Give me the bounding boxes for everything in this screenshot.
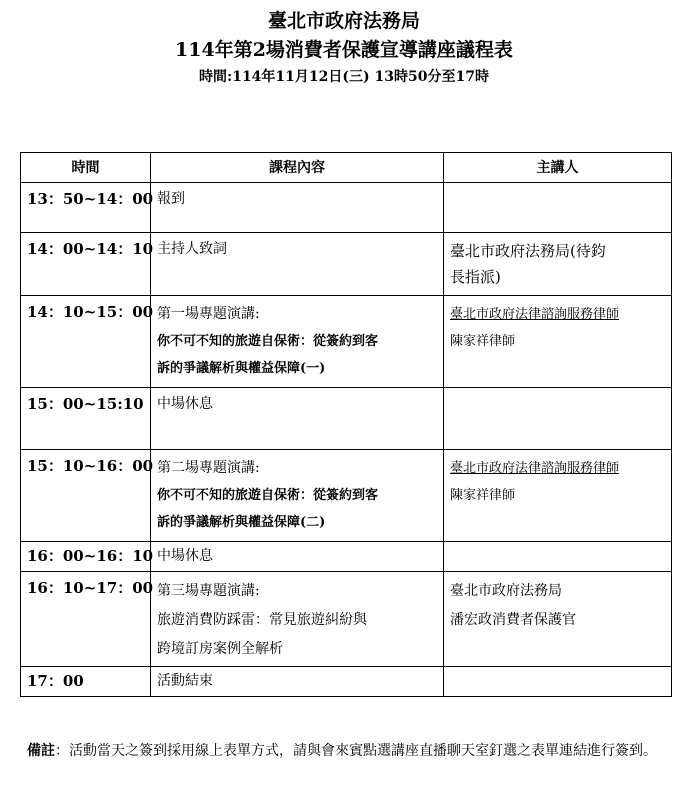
row-speaker — [444, 450, 672, 542]
table-row — [21, 667, 672, 697]
table-row — [21, 450, 672, 542]
content-line: 你不可不知的旅遊自保術：從簽約到客 — [157, 488, 379, 503]
content-line: 跨境訂房案例全解析 — [157, 641, 283, 657]
row-time: 14：00~14：10 — [21, 233, 151, 296]
speaker-line: 臺北市政府法律諮詢服務律師 — [450, 307, 620, 322]
organization-title: 臺北市政府法務局 — [267, 10, 420, 32]
row-speaker — [444, 296, 672, 388]
row-speaker — [444, 388, 672, 450]
table-row — [21, 542, 672, 572]
content-line: 旅遊消費防踩雷：常見旅遊糾紛與 — [157, 612, 367, 628]
table-row — [21, 183, 672, 233]
row-time: 15：10~16：00 — [21, 450, 151, 542]
row-time: 14：10~15：00 — [21, 296, 151, 388]
content-line: 訴的爭議解析與權益保障(二) — [157, 515, 326, 530]
header-content: 課程內容 — [151, 153, 444, 183]
row-content — [151, 667, 444, 697]
header-speaker: 主講人 — [444, 153, 672, 183]
row-time: 17：00 — [21, 667, 151, 697]
row-time: 13：50~14：00 — [21, 183, 151, 233]
table-row — [21, 233, 672, 296]
speaker-line: 陳家祥律師 — [450, 488, 516, 503]
row-speaker — [444, 233, 672, 296]
event-datetime: 時間:114年11月12日(三) 13時50分至17時 — [199, 69, 489, 85]
row-time: 16：00~16：10 — [21, 542, 151, 572]
row-content — [151, 572, 444, 667]
agenda-table — [20, 152, 672, 697]
row-content — [151, 388, 444, 450]
content-line: 中場休息 — [157, 396, 213, 412]
table-row — [21, 572, 672, 667]
remarks-label: 備註 — [27, 743, 55, 759]
table-row — [21, 388, 672, 450]
row-time: 16：10~17：00 — [21, 572, 151, 667]
row-content — [151, 296, 444, 388]
table-row — [21, 296, 672, 388]
row-content — [151, 183, 444, 233]
speaker-line: 陳家祥律師 — [450, 334, 516, 349]
speaker-line: 臺北市政府法務局 — [450, 583, 562, 599]
content-line: 你不可不知的旅遊自保術：從簽約到客 — [157, 334, 379, 349]
row-speaker — [444, 667, 672, 697]
content-line: 活動結束 — [157, 673, 213, 689]
row-speaker — [444, 542, 672, 572]
header-time: 時間 — [21, 153, 151, 183]
content-line: 第二場專題演講: — [157, 460, 260, 476]
speaker-line: 臺北市政府法務局(待鈞 — [450, 242, 606, 260]
content-line: 主持人致詞 — [157, 241, 227, 257]
row-time: 15：00~15:10 — [21, 388, 151, 450]
content-line: 第三場專題演講: — [157, 583, 260, 599]
remarks-note — [27, 736, 672, 767]
content-line: 訴的爭議解析與權益保障(一) — [157, 361, 326, 376]
content-line: 第一場專題演講: — [157, 306, 260, 322]
row-content — [151, 542, 444, 572]
row-speaker — [444, 183, 672, 233]
table-header-row — [21, 153, 672, 183]
agenda-title: 114年第2場消費者保護宣導講座議程表 — [175, 39, 513, 61]
row-content — [151, 233, 444, 296]
row-speaker — [444, 572, 672, 667]
speaker-line: 潘宏政消費者保護官 — [450, 612, 576, 628]
content-line: 中場休息 — [157, 548, 213, 564]
remarks-text: ：活動當天之簽到採用線上表單方式，請與會來賓點選講座直播聊天室釘選之表單連結進行簽到。 — [55, 743, 657, 759]
content-line: 報到 — [157, 191, 185, 207]
row-content — [151, 450, 444, 542]
speaker-line: 臺北市政府法律諮詢服務律師 — [450, 461, 620, 476]
speaker-line: 長指派) — [450, 268, 501, 286]
